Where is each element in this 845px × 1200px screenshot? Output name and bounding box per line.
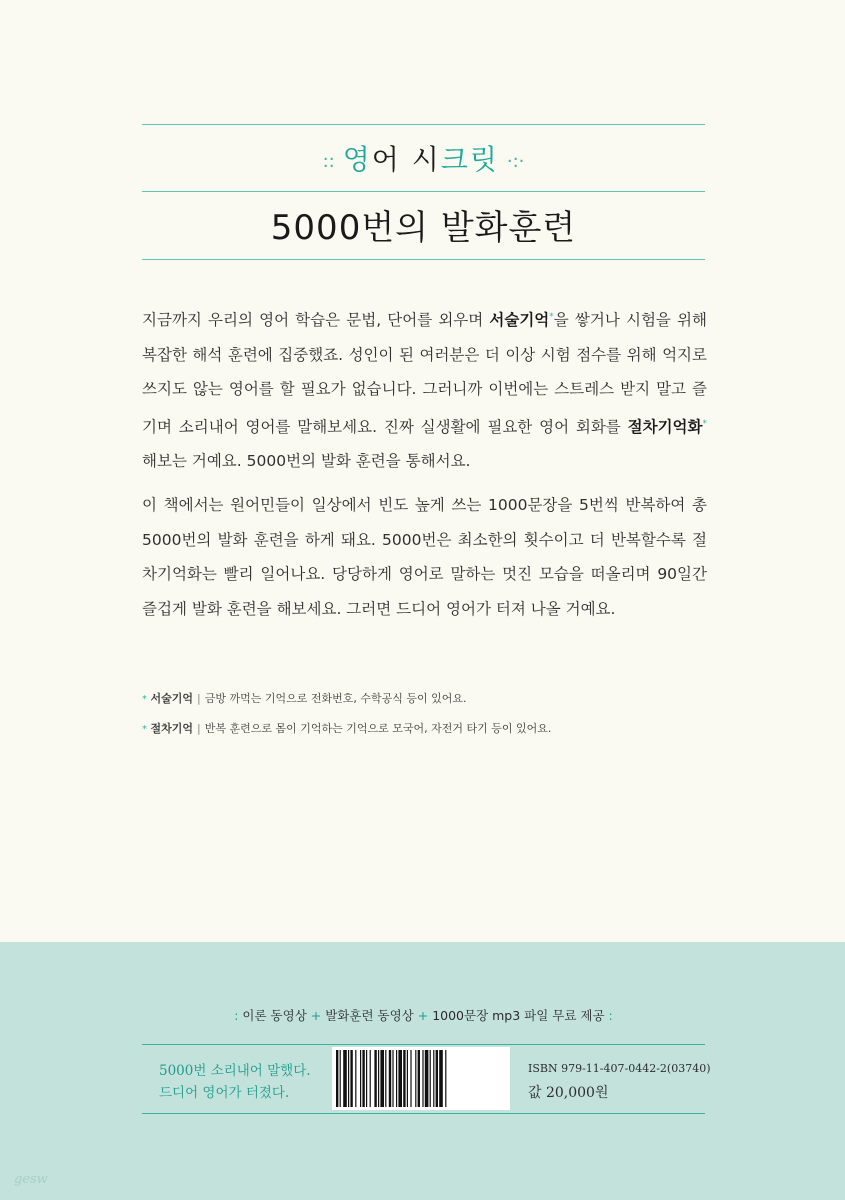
slogan-line-1: 5000번 소리내어 말했다.	[159, 1063, 311, 1079]
barcode	[332, 1047, 510, 1110]
slogan-line-2: 드디어 영어가 터졌다.	[159, 1085, 290, 1101]
bonus-offer-line	[142, 1006, 705, 1024]
info-top-rule	[142, 1044, 705, 1045]
page-title: 5000번의 발화훈련	[270, 208, 577, 248]
barcode-bar	[360, 1050, 361, 1107]
price: 값 20,000원	[528, 1085, 609, 1101]
footnote-separator: |	[197, 722, 201, 735]
footnote-mark: *	[702, 418, 707, 429]
series-title-first-char: 영	[342, 143, 372, 176]
footnote-term: 절차기억	[150, 722, 194, 735]
barcode-bar	[433, 1050, 434, 1107]
footnote-mark: *	[549, 312, 554, 322]
footnote-1	[142, 690, 466, 706]
slogan	[159, 1060, 311, 1104]
footnote-term: 서술기억	[150, 692, 194, 705]
term-procedural-memory: 절차기억화	[627, 417, 703, 436]
plus-icon: +	[310, 1008, 322, 1023]
footnote-separator: |	[197, 692, 201, 705]
barcode-bar	[374, 1050, 376, 1107]
barcode-bar	[366, 1050, 367, 1107]
offer-deco-right: :	[608, 1008, 613, 1023]
term-declarative-memory: 서술기억	[489, 311, 550, 330]
info-bottom-rule	[142, 1113, 705, 1114]
series-title	[142, 138, 705, 178]
title-bottom-rule	[142, 259, 705, 260]
series-title-middle: 어 시	[371, 143, 441, 176]
barcode-bar	[362, 1050, 364, 1107]
bullet-icon: *	[142, 694, 147, 705]
footnote-2	[142, 720, 551, 736]
offer-deco-left: :	[234, 1008, 239, 1023]
p1-part-b: 을 쌓거나 시험을 위해 복잡한 해석 훈련에 집중했죠. 성인이 된 여러분은 더 이상 시험 점수를 위해 억지로 쓰지도 않는 영어를 할 필요가 없습니다. 그러니까 이번에는 스트레스 받지 말고 즐기며 소리내어 영어를 말해보세요. 진짜 실생활에 필요한 영어 회화를	[142, 311, 707, 436]
paragraph-1-text	[142, 300, 707, 479]
barcode-bar	[403, 1050, 405, 1107]
barcode-bar	[389, 1050, 391, 1107]
intro-paragraph-1	[142, 300, 707, 479]
series-deco-right: ·:·	[506, 150, 525, 172]
offer-item-lecture-video: 이론 동영상	[242, 1008, 307, 1023]
barcode-bar	[355, 1050, 356, 1107]
plus-icon: +	[417, 1008, 429, 1023]
barcode-bar	[445, 1050, 446, 1107]
barcode-bar	[430, 1050, 431, 1107]
footnote-text: 금방 까먹는 기억으로 전화번호, 수학공식 등이 있어요.	[204, 692, 467, 705]
p1-part-c: 해보는 거예요. 5000번의 발화 훈련을 통해서요.	[142, 452, 471, 471]
barcode-bar	[407, 1050, 408, 1107]
barcode-bar	[348, 1050, 349, 1107]
offer-item-mp3: 1000문장 mp3 파일 무료 제공	[432, 1008, 605, 1023]
bullet-icon: *	[142, 724, 147, 735]
publisher-logo: gesw	[14, 1172, 48, 1187]
barcode-bar	[370, 1050, 371, 1107]
barcode-bar	[415, 1050, 416, 1107]
barcode-bar	[378, 1050, 379, 1107]
barcode-bar	[385, 1050, 386, 1107]
paragraph-2-text: 이 책에서는 원어민들이 일상에서 빈도 높게 쓰는 1000문장을 5번씩 반복하여 총 5000번의 발화 훈련을 하게 돼요. 5000번은 최소한의 횟수이고 더 반복할수록 절차기억화는 빨리 일어나요. 당당하게 영어로 말하는 멋진 모습을 떠올리며 90일간 즐겁게 발화 훈련을 해보세요. 그러면 드디어 영어가 터져 나올 거예요.	[142, 496, 707, 618]
barcode-bar	[336, 1050, 338, 1107]
barcode-bar	[340, 1050, 341, 1107]
barcode-bar	[410, 1050, 411, 1107]
barcode-bar	[418, 1050, 420, 1107]
intro-paragraph-2	[142, 488, 707, 626]
barcode-bar	[396, 1050, 397, 1107]
p1-part-a: 지금까지 우리의 영어 학습은 문법, 단어를 외우며	[142, 311, 490, 330]
barcode-bar	[380, 1050, 384, 1107]
barcode-bar	[422, 1050, 423, 1107]
barcode-bar	[398, 1050, 402, 1107]
barcode-bar	[436, 1050, 438, 1107]
offer-item-training-video: 발화훈련 동영상	[325, 1008, 414, 1023]
middle-rule	[142, 191, 705, 192]
isbn-number: ISBN 979-11-407-0442-2(03740)	[528, 1062, 711, 1075]
series-title-accent: 크릿	[440, 143, 499, 176]
barcode-bars	[332, 1047, 510, 1110]
barcode-bar	[350, 1050, 352, 1107]
barcode-bar	[392, 1050, 393, 1107]
barcode-bar	[439, 1050, 443, 1107]
barcode-bar	[343, 1050, 347, 1107]
footnote-text: 반복 훈련으로 몸이 기억하는 기억으로 모국어, 자전거 타기 등이 있어요.	[204, 722, 552, 735]
barcode-bar	[425, 1050, 429, 1107]
series-deco-left: ::	[322, 150, 335, 172]
top-rule	[142, 124, 705, 125]
